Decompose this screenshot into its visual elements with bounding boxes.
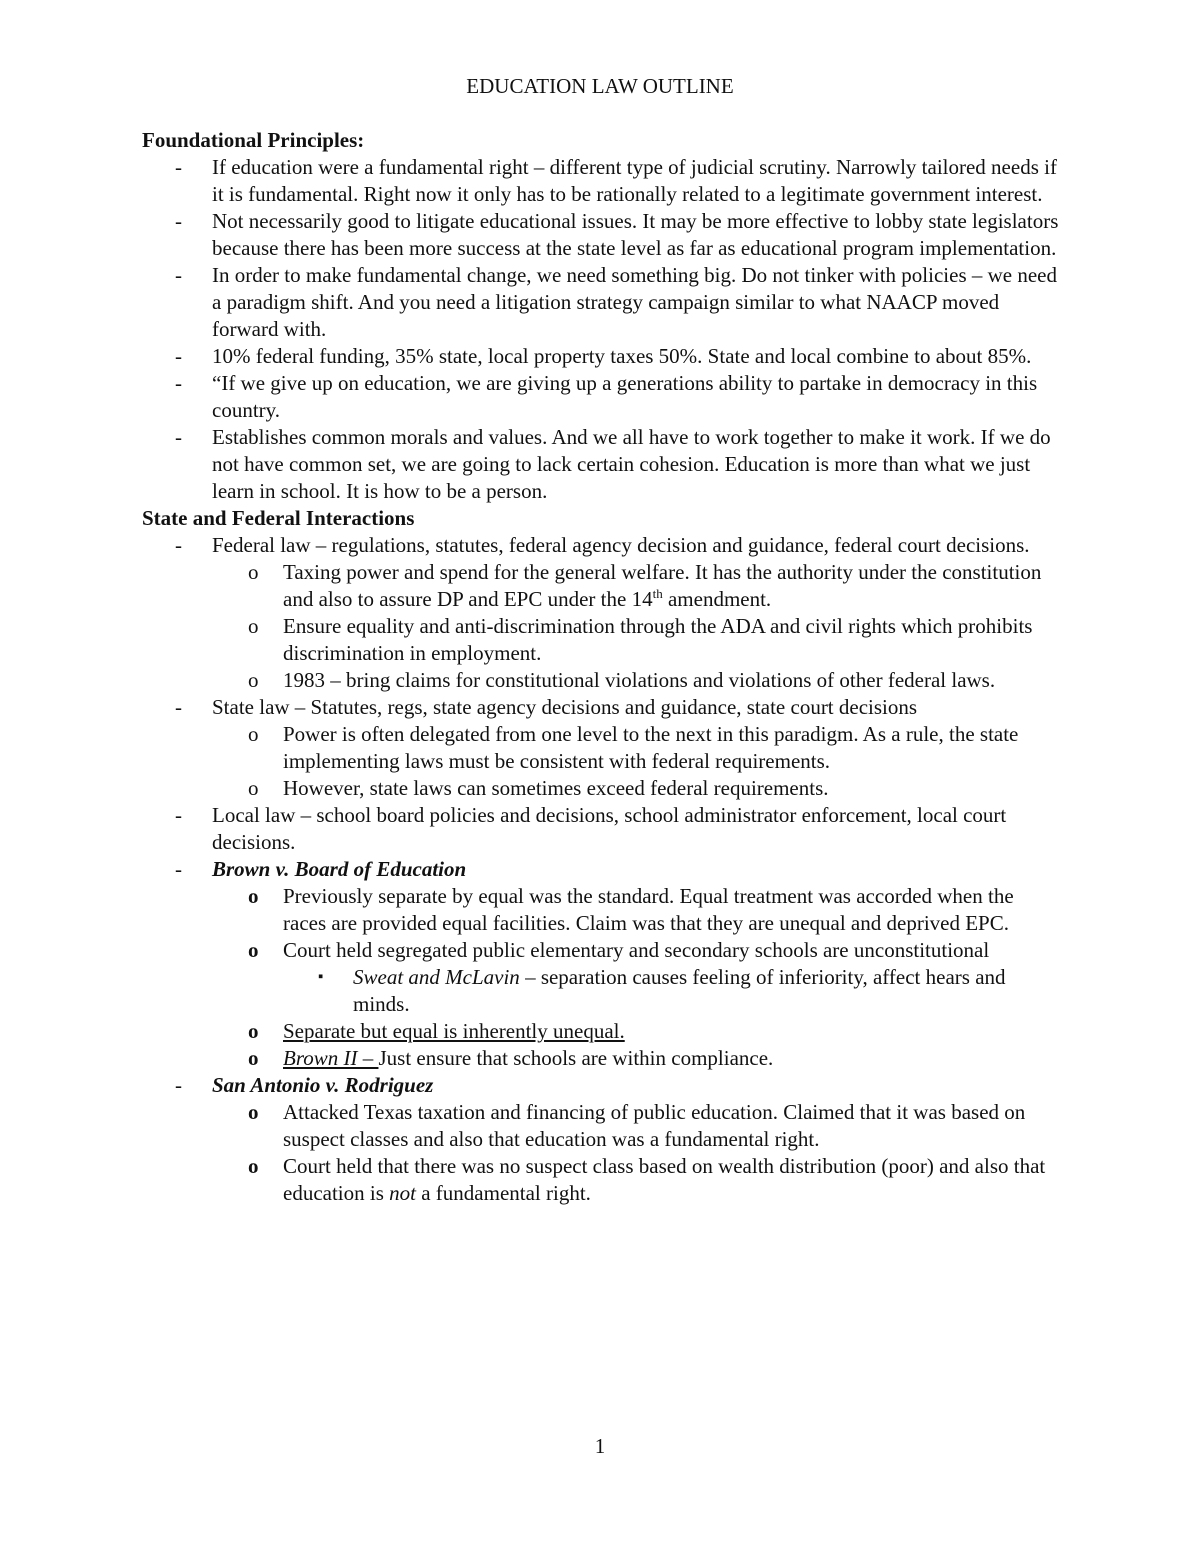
- list-item: [142, 262, 1062, 343]
- list-item-federal-law: [142, 532, 1062, 559]
- sub-list-item: [142, 559, 1062, 613]
- sub-list-item: [142, 937, 1062, 964]
- list-item-local-law: [142, 802, 1062, 856]
- list-item: [142, 154, 1062, 208]
- list-item-brown-case: [142, 856, 1062, 883]
- sub-list-item: [142, 775, 1062, 802]
- sub-list-item: [142, 721, 1062, 775]
- list-item-text: Local law – school board policies and decisions, school administrator enforcement, local court decisions.: [212, 803, 1007, 854]
- sub-list-item: [142, 667, 1062, 694]
- list-item-text: Establishes common morals and values. And we all have to work together to make it work. If we do not have common set, we are going to lack certain cohesion. Education is more than what we just learn in school. It is how to be a person.: [212, 425, 1051, 503]
- bold-circle-bullet-icon: o: [248, 1019, 259, 1043]
- bold-circle-bullet-icon: o: [248, 938, 259, 962]
- document-title: EDUCATION LAW OUTLINE: [466, 74, 734, 98]
- bold-circle-bullet-icon: o: [248, 1154, 259, 1178]
- sub-item-text: Court held segregated public elementary and secondary schools are unconstitutional: [283, 938, 990, 962]
- dash-bullet-icon: -: [175, 803, 182, 827]
- section-heading-foundational-principles: Foundational Principles:: [142, 128, 365, 152]
- square-bullet-icon: ▪: [318, 969, 324, 985]
- circle-bullet-icon: o: [248, 560, 259, 584]
- dash-bullet-icon: -: [175, 344, 182, 368]
- dash-bullet-icon: -: [175, 155, 182, 179]
- case-title: San Antonio v. Rodriguez: [212, 1073, 434, 1097]
- sub-list-item: [142, 883, 1062, 937]
- sub-item-text: Attacked Texas taxation and financing of public education. Claimed that it was based on suspect classes and also that education was a fundamental right.: [283, 1100, 1026, 1151]
- dash-bullet-icon: -: [175, 695, 182, 719]
- list-item-text: Not necessarily good to litigate educational issues. It may be more effective to lobby state legislators because there has been more success at the state level as far as educational program implementation.: [212, 209, 1059, 260]
- circle-bullet-icon: o: [248, 614, 259, 638]
- case-name-italic: Sweat and McLavin: [353, 965, 520, 989]
- sub-list-item: [142, 1018, 1062, 1045]
- dash-bullet-icon: -: [175, 209, 182, 233]
- list-item-text: Federal law – regulations, statutes, federal agency decision and guidance, federal court decisions.: [212, 533, 1030, 557]
- dash-bullet-icon: -: [175, 263, 182, 287]
- sub-item-text: Just ensure that schools are within compliance.: [378, 1046, 774, 1070]
- sub-item-text: 1983 – bring claims for constitutional violations and violations of other federal laws.: [283, 668, 996, 692]
- case-title: Brown v. Board of Education: [212, 857, 467, 881]
- emphasis-italic: not: [389, 1181, 416, 1205]
- sub-item-text-end: a fundamental right.: [415, 1181, 591, 1205]
- dash-bullet-icon: -: [175, 371, 182, 395]
- dash-bullet-icon: -: [175, 533, 182, 557]
- list-item-text: State law – Statutes, regs, state agency decisions and guidance, state court decisions: [212, 695, 918, 719]
- sub-sub-list-item: [142, 964, 1062, 1018]
- list-item: [142, 208, 1062, 262]
- superscript-text: th: [652, 586, 663, 601]
- sub-list-item: [142, 1045, 1062, 1072]
- sub-list-item: [142, 613, 1062, 667]
- list-item-text: If education were a fundamental right – different type of judicial scrutiny. Narrowly tailored needs if it is fundamental. Right now it only has to be rationally related to a legitimate government interest.: [212, 155, 1057, 206]
- list-item-text: In order to make fundamental change, we need something big. Do not tinker with policies – we need a paradigm shift. And you need a litigation strategy campaign similar to what NAACP moved forward with.: [212, 263, 1058, 341]
- sub-list-item: [142, 1153, 1062, 1207]
- section-heading-state-federal-interactions: State and Federal Interactions: [142, 506, 415, 530]
- bold-circle-bullet-icon: o: [248, 1046, 259, 1070]
- bold-circle-bullet-icon: o: [248, 1100, 259, 1124]
- outline-content: [142, 127, 1062, 1207]
- sub-item-text: – separation causes feeling of inferiority, affect hears and minds.: [353, 965, 1006, 1016]
- list-item-rodriguez-case: [142, 1072, 1062, 1099]
- list-item-text: 10% federal funding, 35% state, local property taxes 50%. State and local combine to about 85%.: [212, 344, 1032, 368]
- sub-item-text-end: amendment.: [662, 587, 772, 611]
- list-item-text: “If we give up on education, we are giving up a generations ability to partake in democracy in this country.: [212, 371, 1038, 422]
- list-item-state-law: [142, 694, 1062, 721]
- list-item: [142, 343, 1062, 370]
- dash-bullet-icon: -: [175, 425, 182, 449]
- list-item: [142, 424, 1062, 505]
- sub-item-text: Previously separate by equal was the standard. Equal treatment was accorded when the races are provided equal facilities. Claim was that they are unequal and deprived EPC.: [283, 884, 1014, 935]
- circle-bullet-icon: o: [248, 776, 259, 800]
- bold-circle-bullet-icon: o: [248, 884, 259, 908]
- page-number: 1: [594, 1434, 606, 1458]
- list-item: [142, 370, 1062, 424]
- dash-bullet-icon: -: [175, 857, 182, 881]
- circle-bullet-icon: o: [248, 668, 259, 692]
- sub-item-text: Court held that there was no suspect class based on wealth distribution (poor) and also that education is: [283, 1154, 1046, 1205]
- sub-item-text: However, state laws can sometimes exceed federal requirements.: [283, 776, 829, 800]
- circle-bullet-icon: o: [248, 722, 259, 746]
- sub-item-text: Ensure equality and anti-discrimination through the ADA and civil rights which prohibits discrimination in employment.: [283, 614, 1033, 665]
- holding-underlined: Separate but equal is inherently unequal.: [283, 1019, 625, 1043]
- sub-list-item: [142, 1099, 1062, 1153]
- sub-item-text: Taxing power and spend for the general welfare. It has the authority under the constitution and also to assure DP and EPC under the 14: [283, 560, 1042, 611]
- dash-bullet-icon: -: [175, 1073, 182, 1097]
- sub-item-text: Power is often delegated from one level to the next in this paradigm. As a rule, the state implementing laws must be consistent with federal requirements.: [283, 722, 1019, 773]
- case-name-underlined: Brown II –: [283, 1046, 379, 1070]
